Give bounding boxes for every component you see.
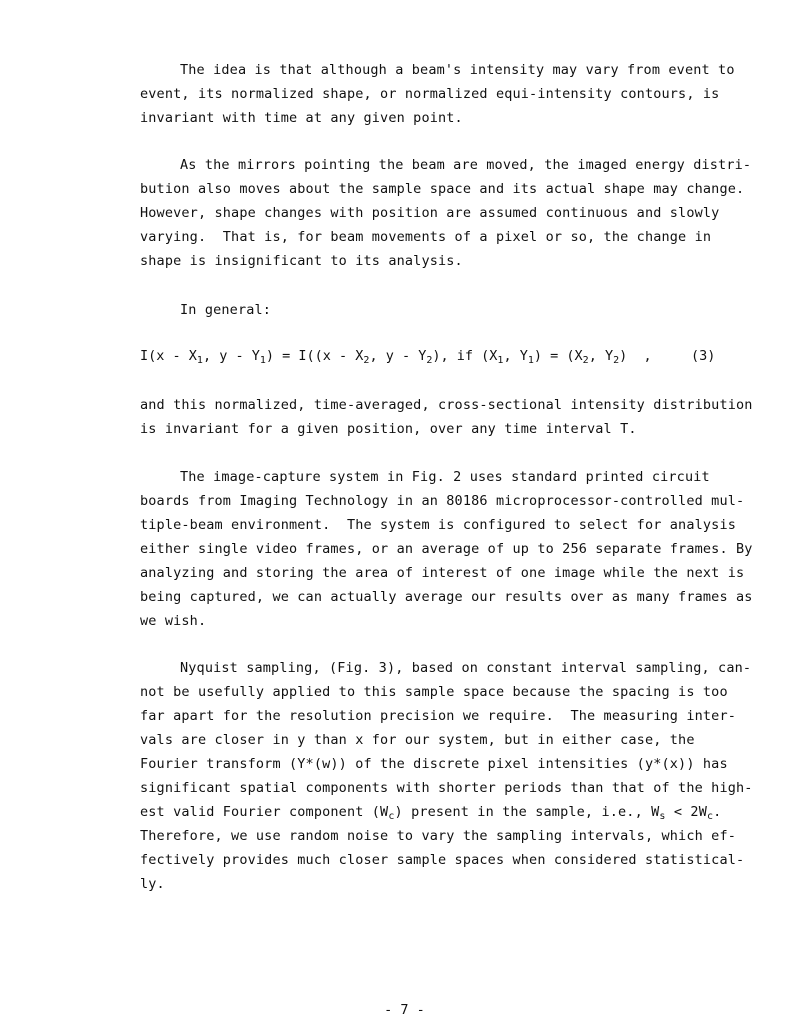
paragraph-1-line-3: invariant with time at any given point. xyxy=(140,110,463,126)
paragraph-5-line-4: either single video frames, or an average of up to 256 separate frames. By xyxy=(140,541,753,557)
eq-part: , y - Y xyxy=(369,348,427,364)
paragraph-6-line-8: Therefore, we use random noise to vary the sampling intervals, which ef- xyxy=(140,828,736,844)
equation-3 xyxy=(140,344,652,368)
paragraph-6-line-1: Nyquist sampling, (Fig. 3), based on constant interval sampling, can- xyxy=(180,660,752,676)
paragraph-5-line-2: boards from Imaging Technology in an 80186 microprocessor-controlled mul- xyxy=(140,493,745,509)
text-run: ) present in the sample, i.e., W xyxy=(394,804,660,820)
eq-sub: 2 xyxy=(613,355,620,366)
equation-number: (3) xyxy=(691,348,716,364)
paragraph-6-line-7 xyxy=(140,800,721,824)
eq-part: , y - Y xyxy=(202,348,260,364)
eq-part: , Y xyxy=(588,348,614,364)
subscript: s xyxy=(659,811,666,822)
eq-sub: 2 xyxy=(426,355,433,366)
paragraph-5-line-3: tiple-beam environment. The system is configured to select for analysis xyxy=(140,517,736,533)
eq-sub: 1 xyxy=(527,355,534,366)
paragraph-2-line-2: bution also moves about the sample space and its actual shape may change. xyxy=(140,181,745,197)
paragraph-2-line-3: However, shape changes with position are assumed continuous and slowly xyxy=(140,205,720,221)
paragraph-4-line-2: is invariant for a given position, over any time interval T. xyxy=(140,421,637,437)
paragraph-5-line-6: being captured, we can actually average our results over as many frames as xyxy=(140,589,753,605)
subscript: c xyxy=(706,811,714,822)
eq-part: ), if (X xyxy=(432,348,498,364)
paragraph-4-line-1: and this normalized, time-averaged, cross-sectional intensity distribution xyxy=(140,397,753,413)
paragraph-5-line-1: The image-capture system in Fig. 2 uses standard printed circuit xyxy=(180,469,710,485)
paragraph-6-line-9: fectively provides much closer sample spaces when considered statistical- xyxy=(140,852,745,868)
eq-part: , Y xyxy=(503,348,528,364)
paragraph-6-line-4: vals are closer in y than x for our system, but in either case, the xyxy=(140,732,695,748)
eq-sub: 1 xyxy=(497,355,504,366)
eq-part: ) = I((x - X xyxy=(265,348,364,364)
text-run: est valid Fourier component (W xyxy=(140,804,389,820)
paragraph-1-line-1: The idea is that although a beam's intensity may vary from event to xyxy=(180,62,735,78)
paragraph-6-line-6: significant spatial components with shorter periods than that of the high- xyxy=(140,780,753,796)
eq-sub: 2 xyxy=(363,355,370,366)
eq-part: ) = (X xyxy=(533,348,583,364)
subscript: c xyxy=(388,811,395,822)
paragraph-6-line-5: Fourier transform (Y*(w)) of the discrete pixel intensities (y*(x)) has xyxy=(140,756,728,772)
paragraph-1-line-2: event, its normalized shape, or normalized equi-intensity contours, is xyxy=(140,86,720,102)
paragraph-2-line-4: varying. That is, for beam movements of a pixel or so, the change in xyxy=(140,229,712,245)
page-number: - 7 - xyxy=(384,1002,425,1018)
paragraph-5-line-7: we wish. xyxy=(140,613,207,629)
paragraph-6-line-3: far apart for the resolution precision we require. The measuring inter- xyxy=(140,708,736,724)
eq-sub: 1 xyxy=(196,355,203,366)
paragraph-2-line-5: shape is insignificant to its analysis. xyxy=(140,253,463,269)
paragraph-3-line-1: In general: xyxy=(180,302,272,318)
text-run: < 2W xyxy=(665,804,707,820)
eq-part: ) , xyxy=(619,348,652,364)
paragraph-6-line-10: ly. xyxy=(140,876,165,892)
paragraph-5-line-5: analyzing and storing the area of interest of one image while the next is xyxy=(140,565,745,581)
eq-sub: 2 xyxy=(582,355,589,366)
paragraph-2-line-1: As the mirrors pointing the beam are moved, the imaged energy distri- xyxy=(180,157,752,173)
text-run: . xyxy=(713,804,722,820)
paragraph-6-line-2: not be usefully applied to this sample space because the spacing is too xyxy=(140,684,728,700)
eq-part: I(x - X xyxy=(140,348,197,364)
eq-sub: 1 xyxy=(259,355,266,366)
